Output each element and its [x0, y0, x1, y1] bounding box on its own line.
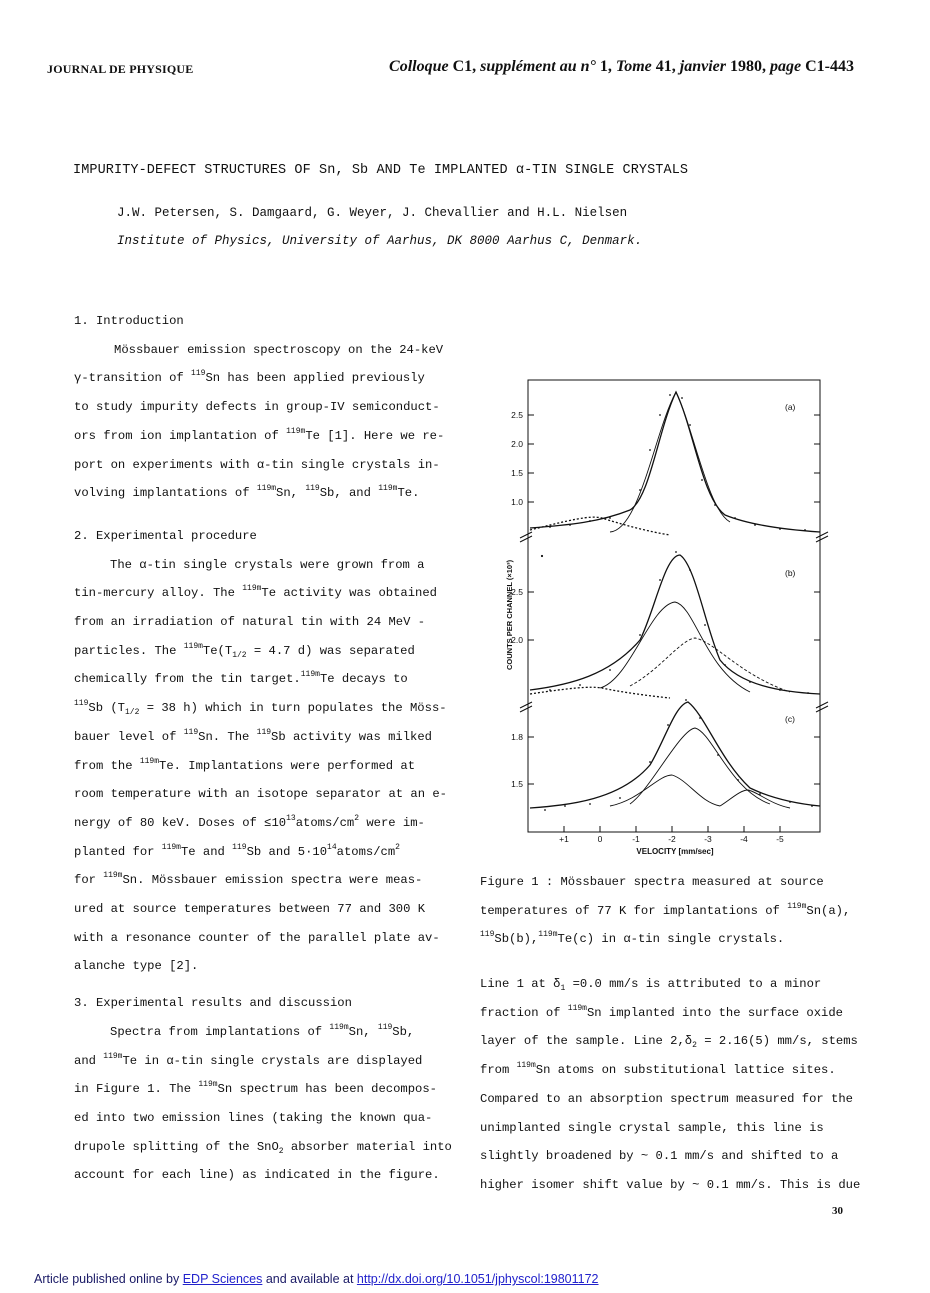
text-line: higher isomer shift value by ~ 0.1 mm/s. This is due	[480, 1177, 861, 1192]
text-line: in Figure 1. The $^{119m}$Sn spectrum has been decompos-	[74, 1080, 437, 1097]
y-axis-label: COUNTS PER CHANNEL (×10³)	[505, 559, 514, 670]
text-line: ured at source temperatures between 77 and 300 K	[74, 902, 426, 917]
footer-notice: Article published online by EDP Sciences and available at http://dx.doi.org/10.1051/jphyscol:19801172	[34, 1272, 599, 1286]
caption-line: temperatures of 77 K for implantations of $^{119m}$Sn(a),	[480, 901, 851, 918]
x-tick-label: -3	[704, 834, 712, 844]
tick-label: 1.5	[511, 468, 523, 478]
panel-label-c: (c)	[785, 714, 795, 724]
text-line: and $^{119m}$Te in α-tin single crystals are displayed	[74, 1051, 423, 1068]
x-tick-label: 0	[597, 834, 603, 844]
tick-label: 1.5	[511, 779, 523, 789]
section-heading-introduction: 1. Introduction	[74, 314, 184, 328]
authors: J.W. Petersen, S. Damgaard, G. Weyer, J. Chevallier and H.L. Nielsen	[117, 206, 628, 220]
x-tick-label: -4	[740, 834, 748, 844]
text-line: Mössbauer emission spectroscopy on the 24-keV	[114, 342, 444, 357]
text-line: account for each line) as indicated in the figure.	[74, 1168, 440, 1183]
text-line: from the $^{119m}$Te. Implantations were performed at	[74, 756, 416, 773]
caption-line: $^{119}$Sb(b),$^{119m}$Te(c) in α-tin single crystals.	[480, 930, 785, 947]
text-line: from an irradiation of natural tin with 24 MeV -	[74, 615, 426, 630]
doi-link[interactable]: http://dx.doi.org/10.1051/jphyscol:19801172	[356, 1272, 599, 1286]
text-line: γ-transition of $^{119}$Sn has been applied previously	[74, 369, 425, 386]
right-column	[480, 970, 860, 1200]
text-line: fraction of $^{119m}$Sn implanted into the surface oxide	[480, 1003, 843, 1020]
text-line: The α-tin single crystals were grown from a	[110, 557, 425, 572]
panel-label-a: (a)	[785, 402, 796, 412]
panel-a-curves	[530, 392, 820, 535]
figure-frame	[528, 380, 820, 832]
text-line: from $^{119m}$Sn atoms on substitutional lattice sites.	[480, 1061, 836, 1078]
edp-sciences-link[interactable]: EDP Sciences	[182, 1272, 263, 1286]
section-heading-results: 3. Experimental results and discussion	[74, 996, 352, 1011]
text-line: $^{119}$Sb ($T_{1/2} = 38$ h) which in turn populates the Möss-	[74, 699, 447, 718]
text-line: drupole splitting of the SnO$_2$ absorber material into	[74, 1139, 452, 1156]
panel-c-curves	[530, 702, 820, 808]
affiliation: Institute of Physics, University of Aarhus, DK 8000 Aarhus C, Denmark.	[117, 234, 643, 248]
text-line: ors from ion implantation of $^{119m}$Te [1]. Here we re-	[74, 426, 445, 443]
tick-label: 2.0	[511, 635, 523, 645]
paper-title: IMPURITY-DEFECT STRUCTURES OF Sn, Sb AND Te IMPLANTED α-TIN SINGLE CRYSTALS	[73, 163, 689, 178]
caption-line: Figure 1 : Mössbauer spectra measured at source	[480, 875, 824, 889]
text-line: alanche type [2].	[74, 959, 199, 974]
x-tick-label: -1	[632, 834, 640, 844]
tick-label: 1.8	[511, 732, 523, 742]
text-line: Spectra from implantations of $^{119m}$Sn, $^{119}$Sb,	[110, 1022, 415, 1039]
text-line: for $^{119m}$Sn. Mössbauer emission spectra were meas-	[74, 871, 423, 888]
x-tick-label: -5	[776, 834, 784, 844]
text-line: to study impurity defects in group-IV semiconduct-	[74, 400, 440, 415]
text-line: Compared to an absorption spectrum measured for the	[480, 1091, 853, 1106]
text-line: bauer level of $^{119}$Sn. The $^{119}$Sb activity was milked	[74, 727, 432, 744]
left-column	[74, 307, 452, 1190]
text-line: room temperature with an isotope separator at an e-	[74, 787, 447, 802]
tick-label: 2.5	[511, 587, 523, 597]
text-line: planted for $^{119m}$Te and $^{119}$Sb and $5\cdot 10^{14}atoms/cm^2$	[74, 842, 400, 859]
text-line: volving implantations of $^{119m}$Sn, $^{119}$Sb, and $^{119m}$Te.	[74, 484, 420, 501]
x-axis-label: VELOCITY [mm/sec]	[636, 847, 714, 856]
text-line: tin-mercury alloy. The $^{119m}$Te activity was obtained	[74, 584, 437, 601]
panel-label-b: (b)	[785, 568, 796, 578]
text-line: port on experiments with α-tin single crystals in-	[74, 457, 440, 472]
x-tick-label: -2	[668, 834, 676, 844]
mossbauer-figure	[490, 370, 835, 860]
colloque-reference: Colloque C1, supplément au n° 1, Tome 41, janvier 1980, page C1-443	[389, 58, 854, 75]
tick-label: 1.0	[511, 497, 523, 507]
text-line: slightly broadened by ~ 0.1 mm/s and shifted to a	[480, 1149, 839, 1164]
text-line: layer of the sample. Line $2,\delta_2 = 2.16(5)$ mm/s, stems	[480, 1034, 858, 1051]
figure-caption	[480, 868, 850, 954]
panel-b-curves	[530, 555, 820, 698]
tick-label: 2.0	[511, 439, 523, 449]
text-line: ed into two emission lines (taking the known qua-	[74, 1110, 433, 1125]
text-line: Line 1 at $\delta_1 =0.0$ mm/s is attributed to a minor	[480, 977, 822, 993]
section-heading-experimental: 2. Experimental procedure	[74, 528, 257, 543]
page-number: 30	[832, 1205, 843, 1217]
journal-name: JOURNAL DE PHYSIQUE	[47, 62, 194, 76]
text-line: chemically from the tin target.$^{119m}$Te decays to	[74, 670, 408, 687]
x-tick-label: +1	[559, 834, 569, 844]
text-line: unimplanted single crystal sample, this line is	[480, 1120, 824, 1135]
tick-label: 2.5	[511, 410, 523, 420]
text-line: nergy of 80 keV. Doses of $\le 10^{13}atoms/cm^2$ were im-	[74, 813, 425, 830]
text-line: with a resonance counter of the parallel plate av-	[74, 930, 440, 945]
text-line: particles. The $^{119m}Te(T_{1/2} = 4.7$ d) was separated	[74, 641, 415, 660]
